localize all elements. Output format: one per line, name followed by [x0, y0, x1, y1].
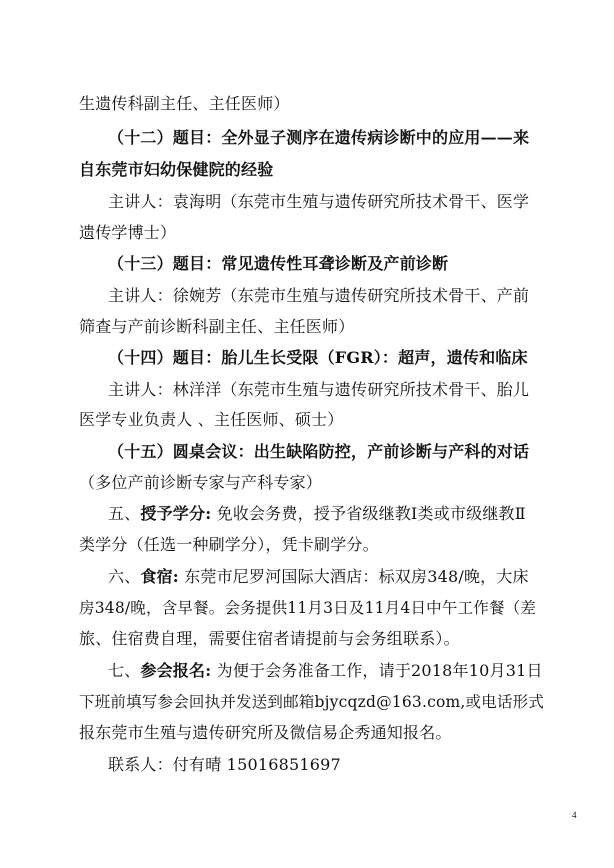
text-run: 旅、住宿费自理，需要住宿者请提前与会务组联系）。: [79, 629, 460, 648]
text-line: [108, 192, 529, 212]
text-run: 七、: [108, 661, 141, 680]
text-line: [79, 535, 379, 555]
text-run: 房348/晚，含早餐。会务提供11月3日及11月4日中午工作餐（差: [79, 599, 537, 617]
section-label: 授予学分:: [140, 504, 212, 523]
text-run: 五、: [108, 504, 141, 523]
text-line: [108, 128, 529, 148]
text-line: [79, 223, 176, 243]
text-line: [108, 504, 526, 524]
text-line: [79, 629, 460, 649]
text-run: 主讲人：徐婉芳（东莞市生殖与遗传研究所技术骨干、产前: [108, 286, 530, 305]
text-run: 遗传学博士）: [79, 223, 177, 242]
text-run: 免收会务费，授予省级继教Ⅰ类或市级继教Ⅱ: [211, 504, 526, 523]
text-run: 主讲人：袁海明（东莞市生殖与遗传研究所技术骨干、医学: [108, 192, 530, 211]
text-line: [108, 442, 529, 462]
text-run: （多位产前诊断专家与产科专家）: [79, 473, 323, 492]
text-run: 东莞市尼罗河国际大酒店：标双房348/晚，大床: [178, 567, 529, 586]
section-label: 参会报名:: [140, 661, 212, 680]
text-run: 筛查与产前诊断科副主任、主任医师）: [79, 317, 355, 336]
text-line: [108, 348, 528, 368]
text-line: [79, 160, 273, 180]
text-run: 为便于会务准备工作，请于2018年10月31日: [211, 661, 543, 680]
text-line: [79, 410, 344, 430]
text-run: 报东莞市生殖与遗传研究所及微信易企秀通知报名。: [79, 723, 452, 742]
text-run: 生遗传科副主任、主任医师）: [79, 94, 290, 113]
text-line: [108, 661, 543, 681]
section-label: 食宿:: [140, 567, 179, 586]
text-run: 主讲人：林洋洋（东莞市生殖与遗传研究所技术骨干、胎儿: [108, 380, 530, 399]
text-line: [79, 692, 544, 712]
section-heading: （十五）圆桌会议：出生缺陷防控，产前诊断与产科的对话: [108, 442, 530, 461]
section-heading: （十二）题目：全外显子测序在遗传病诊断中的应用——来: [108, 128, 530, 147]
section-heading: （十四）题目：胎儿生长受限（FGR）：超声，遗传和临床: [108, 348, 528, 367]
text-line: [108, 286, 529, 306]
page-number: 4: [572, 810, 577, 820]
text-line: [108, 254, 448, 274]
text-run: 类学分（任选一种刷学分），凭卡刷学分。: [79, 535, 379, 554]
text-run: 医学专业负责人 、主任医师、硕士）: [79, 410, 344, 429]
section-heading: 自东莞市妇幼保健院的经验: [79, 160, 274, 179]
text-line: [79, 723, 452, 743]
text-line: [79, 473, 322, 493]
text-line: [108, 755, 341, 775]
contact-text: 联系人：付有晴 15016851697: [108, 755, 341, 774]
text-line: [79, 598, 536, 618]
email-text: 下班前填写参会回执并发送到邮箱bjycqzd@163.com,或电话形式: [79, 693, 545, 711]
section-heading: （十三）题目：常见遗传性耳聋诊断及产前诊断: [108, 254, 449, 273]
text-line: [79, 94, 290, 114]
text-line: [108, 567, 529, 587]
text-line: [79, 317, 354, 337]
text-run: 六、: [108, 567, 141, 586]
text-line: [108, 380, 529, 400]
